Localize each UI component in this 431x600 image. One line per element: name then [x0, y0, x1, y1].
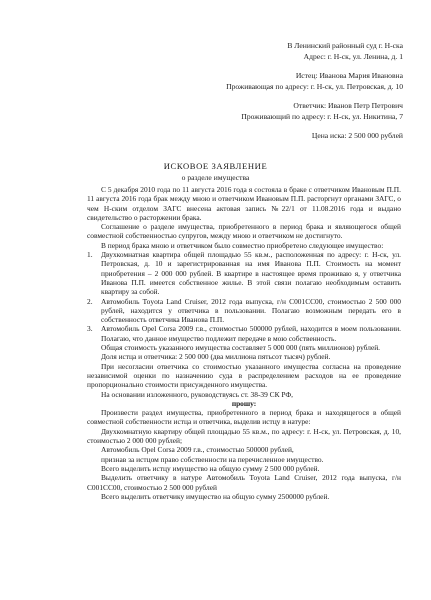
paragraph: При несогласии ответчика со стоимостью указанного имущества согласна на проведение независимой оценки по назначению суда в распределением расходов на ее проведение пропорционально стоимости присужденного имущества.	[87, 361, 401, 390]
claim-price: Цена иска: 2 500 000 рублей	[311, 131, 403, 140]
list-item-text: Автомобиль Toyota Land Cruiser, 2012 года выпуска, г/н С001СС00, стоимостью 2 500 000 рублей, находится у ответчика в пользовании. Полагаю возможным передать его в собственность ответчика Иванова П.П.	[101, 296, 401, 325]
defendant-address: Проживающий по адресу: г. Н-ск, ул. Никитина, 7	[241, 112, 403, 121]
court-name: В Ленинский районный суд г. Н-ска	[287, 41, 403, 50]
paragraph: Двухкомнатную квартиру общей площадью 55 кв.м., по адресу: г. Н-ск, ул. Петровская, д. 10, стоимостью 2 000 000 рублей;	[87, 426, 401, 446]
paragraph: признав за истцом право собственности на перечисленное имущество.	[101, 454, 324, 464]
document-title: ИСКОВОЕ ЗАЯВЛЕНИЕ	[163, 161, 268, 171]
list-item	[87, 324, 401, 343]
defendant-name: Ответчик: Иванов Петр Петрович	[293, 101, 403, 110]
document-header	[173, 40, 403, 141]
paragraph: Автомобиль Opel Corsa 2009 г.в., стоимостью 500000 рублей,	[101, 445, 294, 455]
document-body	[87, 185, 401, 501]
list-number: 1.	[87, 250, 93, 260]
list-item	[87, 250, 401, 296]
list-item	[87, 297, 401, 325]
paragraph: На основании изложенного, руководствуясь ст. 38-39 СК РФ,	[101, 389, 294, 399]
request-heading: прошу:	[231, 398, 257, 408]
paragraph: Всего выделить истцу имущество на общую сумму 2 500 000 рублей.	[101, 463, 320, 473]
paragraph: Общая стоимость указанного имущества составляет 5 000 000 (пять миллионов) рублей.	[101, 343, 381, 353]
plaintiff-name: Истец: Иванова Мария Ивановна	[295, 71, 403, 80]
document-subtitle: о разделе имущества	[181, 173, 250, 182]
paragraph: Произвести раздел имущества, приобретенного в период брака и находящегося в общей совместной собственности истца и ответчика, выделив истцу в натуре:	[87, 408, 401, 427]
plaintiff-address: Проживающая по адресу: г. Н-ск, ул. Петровская, д. 10	[226, 82, 403, 91]
paragraph: Соглашение о разделе имущества, приобретенного в период брака и являющегося общей совместной собственностью супругов, между мною и ответчиком не достигнуто.	[87, 222, 401, 241]
list-number: 3.	[87, 324, 93, 334]
paragraph: Доля истца и ответчика: 2 500 000 (два миллиона пятьсот тысяч) рублей.	[101, 352, 331, 362]
court-address: Адрес: г. Н-ск, ул. Ленина, д. 1	[303, 52, 403, 61]
list-item-text: Автомобиль Opel Corsa 2009 г.в., стоимостью 500000 рублей, находится в моем пользовании. Полагаю, что данное имущество подлежит передаче в мою собственность.	[101, 324, 401, 343]
paragraph: С 5 декабря 2010 года по 11 августа 2016 года я состояла в браке с ответчиком Ивановым П.П. 11 августа 2016 года брак между мною и ответчиком Ивановым П.П. расторгнут органами ЗАГС, о чем Н-ским отделом ЗАГС внесена актовая запись №22/1 от 11.08.2016 года и выдано свидетельство о расторжении брака.	[87, 185, 401, 222]
paragraph: Всего выделить ответчику имущество на общую сумму 2500000 рублей.	[101, 491, 330, 501]
list-item-text: Двухкомнатная квартира общей площадью 55 кв.м., расположенная по адресу: г. Н-ск, ул. Петровская, д. 10 и зарегистрированная на имя Иванова П.П. Стоимость на момент приобретения – 2 000 000 рублей. В квартире в настоящее время проживаю я, у ответчика Иванова П.П. имеется собственное жилье. В этой связи полагаю необходимым оставить квартиру за собой.	[101, 250, 401, 297]
paragraph: В период брака мною и ответчиком было совместно приобретено следующее имущество:	[101, 240, 384, 250]
paragraph: Выделить ответчику в натуре Автомобиль Toyota Land Cruiser, 2012 года выпуска, г/н С001СС00, стоимостью 2 500 000 рублей	[87, 473, 401, 492]
list-number: 2.	[87, 296, 93, 306]
